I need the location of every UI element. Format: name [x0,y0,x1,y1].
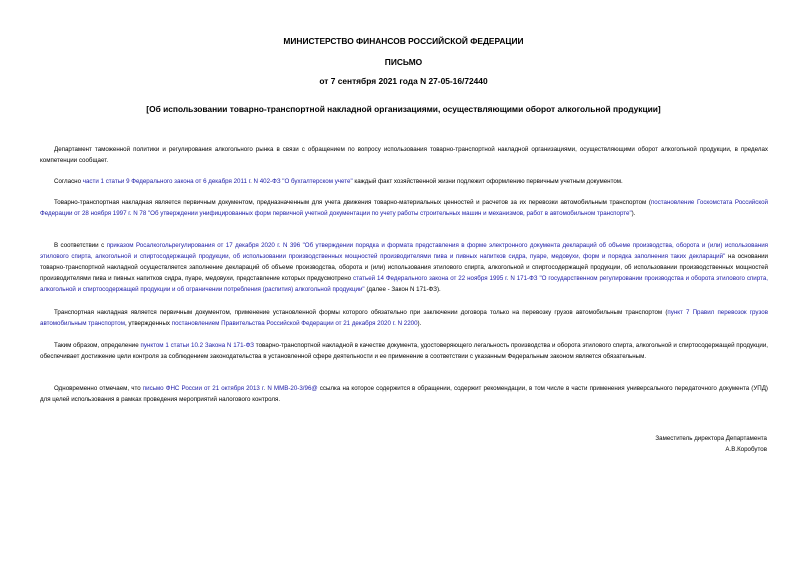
signature-name: А.В.Коробутов [725,446,767,453]
paragraph-5-text-1: Транспортная накладная является первичным документом, применение установленной формы которого обязательно при заключении договора только на перевозку грузов автомобильным транспортом ( [54,309,668,316]
law-402-fz-link[interactable]: части 1 статьи 9 Федерального закона от 6 декабря 2011 г. N 402-ФЗ "О бухгалтерском учете" [82,178,353,185]
paragraph-2 [40,176,768,187]
ministry-heading: МИНИСТЕРСТВО ФИНАНСОВ РОССИЙСКОЙ ФЕДЕРАЦИИ [283,36,524,46]
paragraph-1 [40,144,768,166]
paragraph-2-text-1: Согласно [54,178,83,185]
paragraph-3-text-2: ). [631,210,636,217]
paragraph-5-text-2: , утвержденных [124,320,172,327]
paragraph-6-text-2: товарно-транспортной накладной в качестве документа, удостоверяющего легальность производства и оборота этилового спирта, алкогольной и спиртосодержащей продукции, обеспечивает достижение цели контроля за соблюдением законодательства в установленной сфере деятельности и ее применение в соответствии с указанным Федеральным законом является обязательным. [40,342,768,360]
rosalkogol-order-link[interactable]: приказом Росалкогольрегулирования от 17 декабря 2020 г. N 396 "Об утверждении порядка и формата представления в форме электронного документа деклараций об объеме производства, оборота и (или) использования этилового спирта, алкогольной и спиртосодержащей продукции, об использовании производственных мощностей производителями пива и пивных напитков сидра, пуаре, медовухи, форм и порядка заполнения таких деклараций" [40,242,769,260]
law-171-fz-article-14-link[interactable]: статьей 14 Федерального закона от 22 ноября 1995 г. N 171-ФЗ "О государственном регулировании производства и оборота этилового спирта, алкогольной и спиртосодержащей продукции и об ограничении потребления (распития) алкогольной продукции" [40,275,768,293]
paragraph-4-text-2: на основании товарно-транспортной накладной осуществляется заполнение деклараций об объеме производства, оборота и (или) использования этилового спирта, алкогольной и спиртосодержащей продукции, об использовании производственных мощностей производителями пива и пивных напитков сидра, пуаре, медовухи, представление которых предусмотрено [40,253,768,282]
government-resolution-2200-link[interactable]: постановлением Правительства Российской Федерации от 21 декабря 2020 г. N 2200 [171,320,418,327]
document-date-number: от 7 сентября 2021 года N 27-05-16/72440 [319,76,488,86]
signature-position: Заместитель директора Департамента [655,435,767,442]
document-type: ПИСЬМО [384,57,423,67]
paragraph-1-text: Департамент таможенной политики и регулирования алкогольного рынка в связи с обращением по вопросу использования товарно-транспортной накладной организациями, осуществляющими оборот алкогольной продукции, в пределах компетенции сообщает. [40,146,768,164]
law-171-fz-article-10-2-link[interactable]: пунктом 1 статьи 10.2 Закона N 171-ФЗ [140,342,255,349]
paragraph-6-text-1: Таким образом, определение [54,342,141,349]
paragraph-4-text-1: В соответствии с [54,242,107,249]
document-subject: [Об использовании товарно-транспортной накладной организациями, осуществляющими оборот алкогольной продукции] [146,104,661,114]
paragraph-4 [40,240,768,295]
paragraph-5 [40,307,768,329]
paragraph-2-text-2: каждый факт хозяйственной жизни подлежит оформлению первичным учетным документом. [352,178,623,185]
paragraph-4-text-3: (далее - Закон N 171-ФЗ). [364,286,441,293]
fns-letter-link[interactable]: письмо ФНС России от 21 октября 2013 г. N ММВ-20-3/96@ [142,385,318,392]
paragraph-7 [40,383,768,405]
paragraph-6 [40,340,768,362]
paragraph-7-text-1: Одновременно отмечаем, что [54,385,143,392]
paragraph-3 [40,197,768,219]
goskomstat-resolution-link[interactable]: постановление Госкомстата Российской Федерации от 28 ноября 1997 г. N 78 "Об утверждении унифицированных форм первичной учетной документации по учету работы строительных машин и механизмов, работ в автомобильном транспорте" [40,199,768,217]
paragraph-7-text-2: ссылка на которое содержится в обращении, содержит рекомендации, в том числе в части применения универсального передаточного документа (УПД) для целей использования в рамках проведения мероприятий налогового контроля. [40,385,768,403]
paragraph-3-text-1: Товарно-транспортная накладная является первичным документом, предназначенным для учета движения товарно-материальных ценностей и расчетов за их перевозки автомобильным транспортом ( [54,199,651,206]
transport-rules-link[interactable]: пункт 7 Правил перевозок грузов автомобильным транспортом [40,309,768,327]
paragraph-5-text-3: ). [417,320,422,327]
